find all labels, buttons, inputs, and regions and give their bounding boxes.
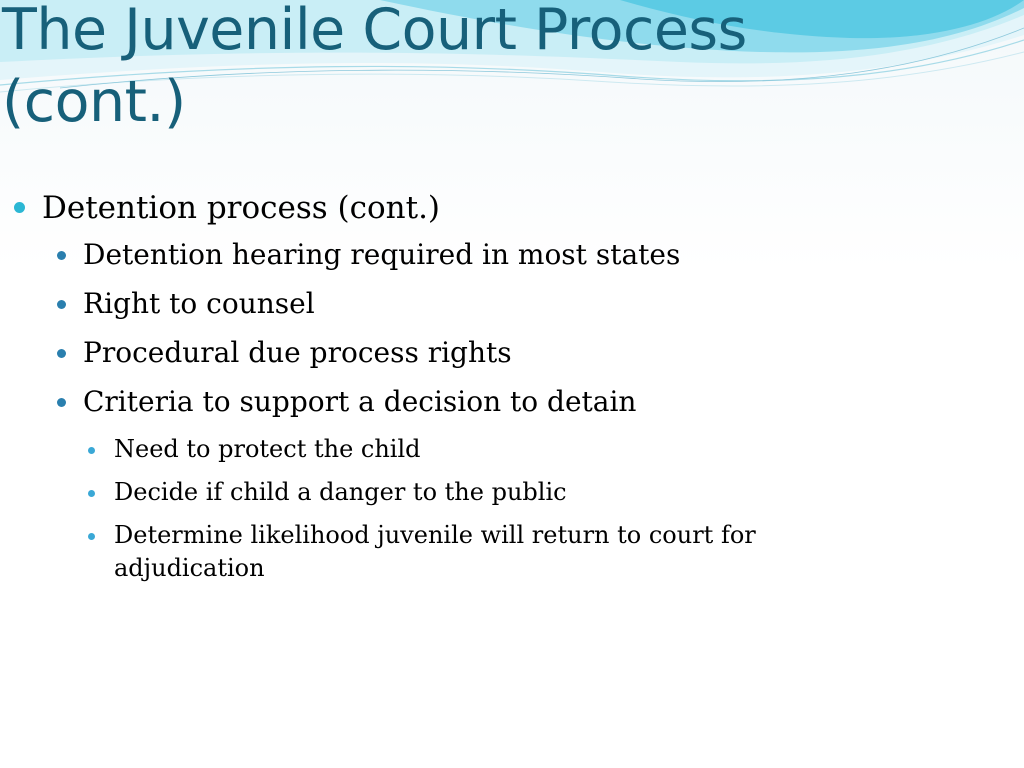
bullet-icon bbox=[88, 447, 95, 454]
bullet-icon bbox=[57, 398, 66, 407]
list-item-text: Decide if child a danger to the public bbox=[114, 478, 567, 506]
list-item-text: Need to protect the child bbox=[114, 435, 421, 463]
bullet-list bbox=[0, 188, 1000, 595]
bullet-icon bbox=[57, 349, 66, 358]
list-item-text: Procedural due process rights bbox=[83, 336, 512, 369]
list-item bbox=[114, 433, 794, 466]
list-item-text: Criteria to support a decision to detain bbox=[83, 385, 637, 418]
list-item-text: Detention hearing required in most states bbox=[83, 238, 681, 271]
bullet-icon bbox=[57, 251, 66, 260]
list-item bbox=[114, 519, 794, 585]
list-item bbox=[83, 384, 1024, 420]
list-item-text: Determine likelihood juvenile will return to court for adjudication bbox=[114, 521, 756, 582]
list-item bbox=[114, 476, 794, 509]
list-item-text: Right to counsel bbox=[83, 287, 315, 320]
bullet-icon bbox=[57, 300, 66, 309]
bullet-icon bbox=[14, 202, 25, 213]
list-item bbox=[42, 188, 1024, 228]
slide-title: The Juvenile Court Process (cont.) bbox=[2, 0, 747, 136]
list-item-text: Detention process (cont.) bbox=[42, 190, 441, 226]
bullet-icon bbox=[88, 490, 95, 497]
bullet-icon bbox=[88, 533, 95, 540]
list-item bbox=[83, 335, 1024, 371]
list-item bbox=[83, 237, 1024, 273]
list-item bbox=[83, 286, 1024, 322]
